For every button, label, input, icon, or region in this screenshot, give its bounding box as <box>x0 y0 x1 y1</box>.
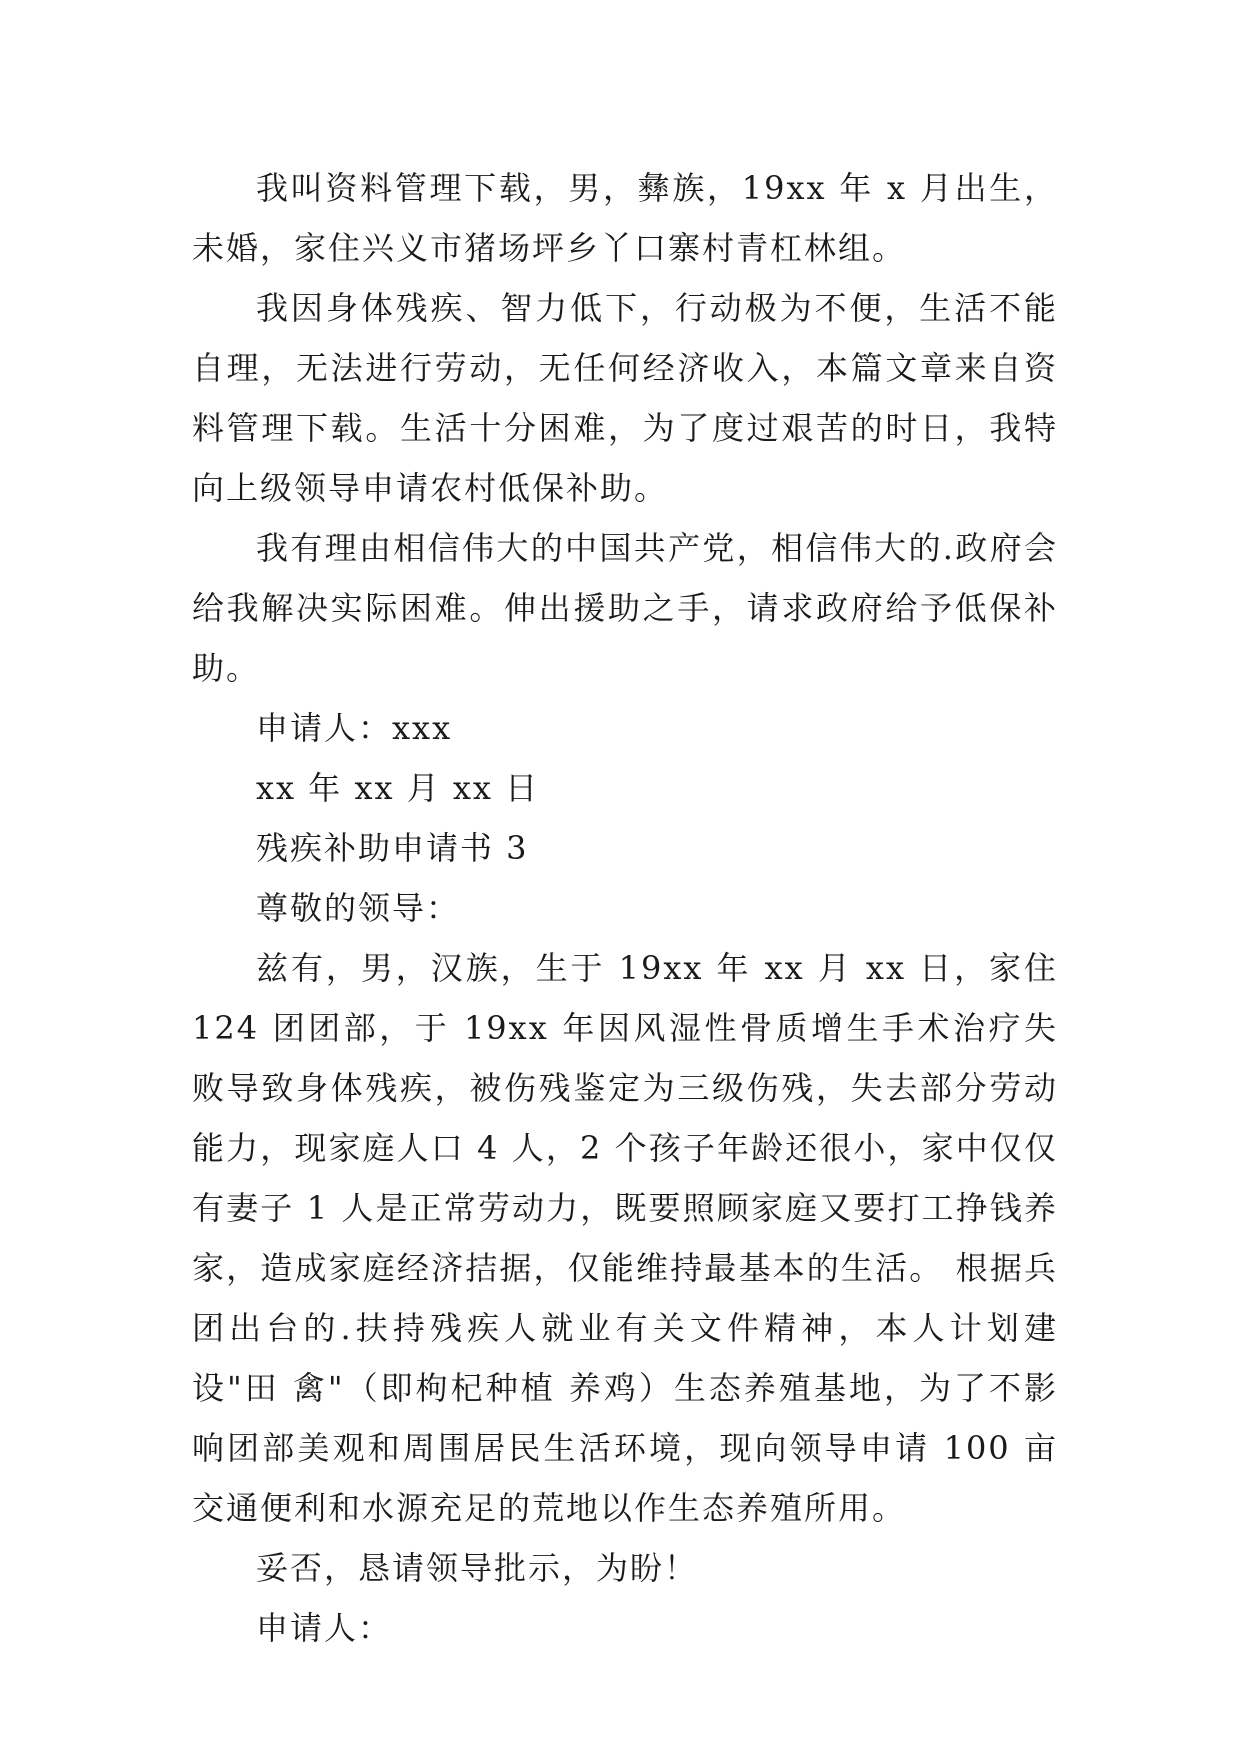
applicant-signature: 申请人：xxx <box>256 709 453 747</box>
section-title: 残疾补助申请书 3 <box>256 829 529 867</box>
document-body <box>192 158 1058 1658</box>
applicant-label: 申请人： <box>256 1609 393 1647</box>
paragraph-personal-info: 我叫资料管理下载，男，彝族，19xx 年 x 月出生，未婚，家住兴义市猪场坪乡丫口寨村青杠林组。 <box>192 169 1058 267</box>
salutation: 尊敬的领导： <box>256 889 461 927</box>
closing-line: 妥否，恳请领导批示，为盼！ <box>256 1549 699 1587</box>
paragraph-request: 我有理由相信伟大的中国共产党，相信伟大的.政府会给我解决实际困难。伸出援助之手，请求政府给予低保补助。 <box>192 529 1058 687</box>
paragraph-application-body: 兹有，男，汉族，生于 19xx 年 xx 月 xx 日，家住 124 团团部，于 19xx 年因风湿性骨质增生手术治疗失败导致身体残疾，被伤残鉴定为三级伤残，失去部分劳动能力，现家庭人口 4 人，2 个孩子年龄还很小，家中仅仅有妻子 1 人是正常劳动力，既要照顾家庭又要打工挣钱养家，造成家庭经济拮据，仅能维持最基本的生活。 根据兵团出台的.扶持残疾人就业有关文件精神，本人计划建设"田 禽"（即枸杞种植 养鸡）生态养殖基地，为了不影响团部美观和周围居民生活环境，现向领导申请 100 亩交通便利和水源充足的荒地以作生态养殖所用。 <box>192 949 1058 1527</box>
paragraph-hardship: 我因身体残疾、智力低下，行动极为不便，生活不能自理，无法进行劳动，无任何经济收入，本篇文章来自资料管理下载。生活十分困难，为了度过艰苦的时日，我特向上级领导申请农村低保补助。 <box>192 289 1058 507</box>
application-date: xx 年 xx 月 xx 日 <box>256 769 540 807</box>
